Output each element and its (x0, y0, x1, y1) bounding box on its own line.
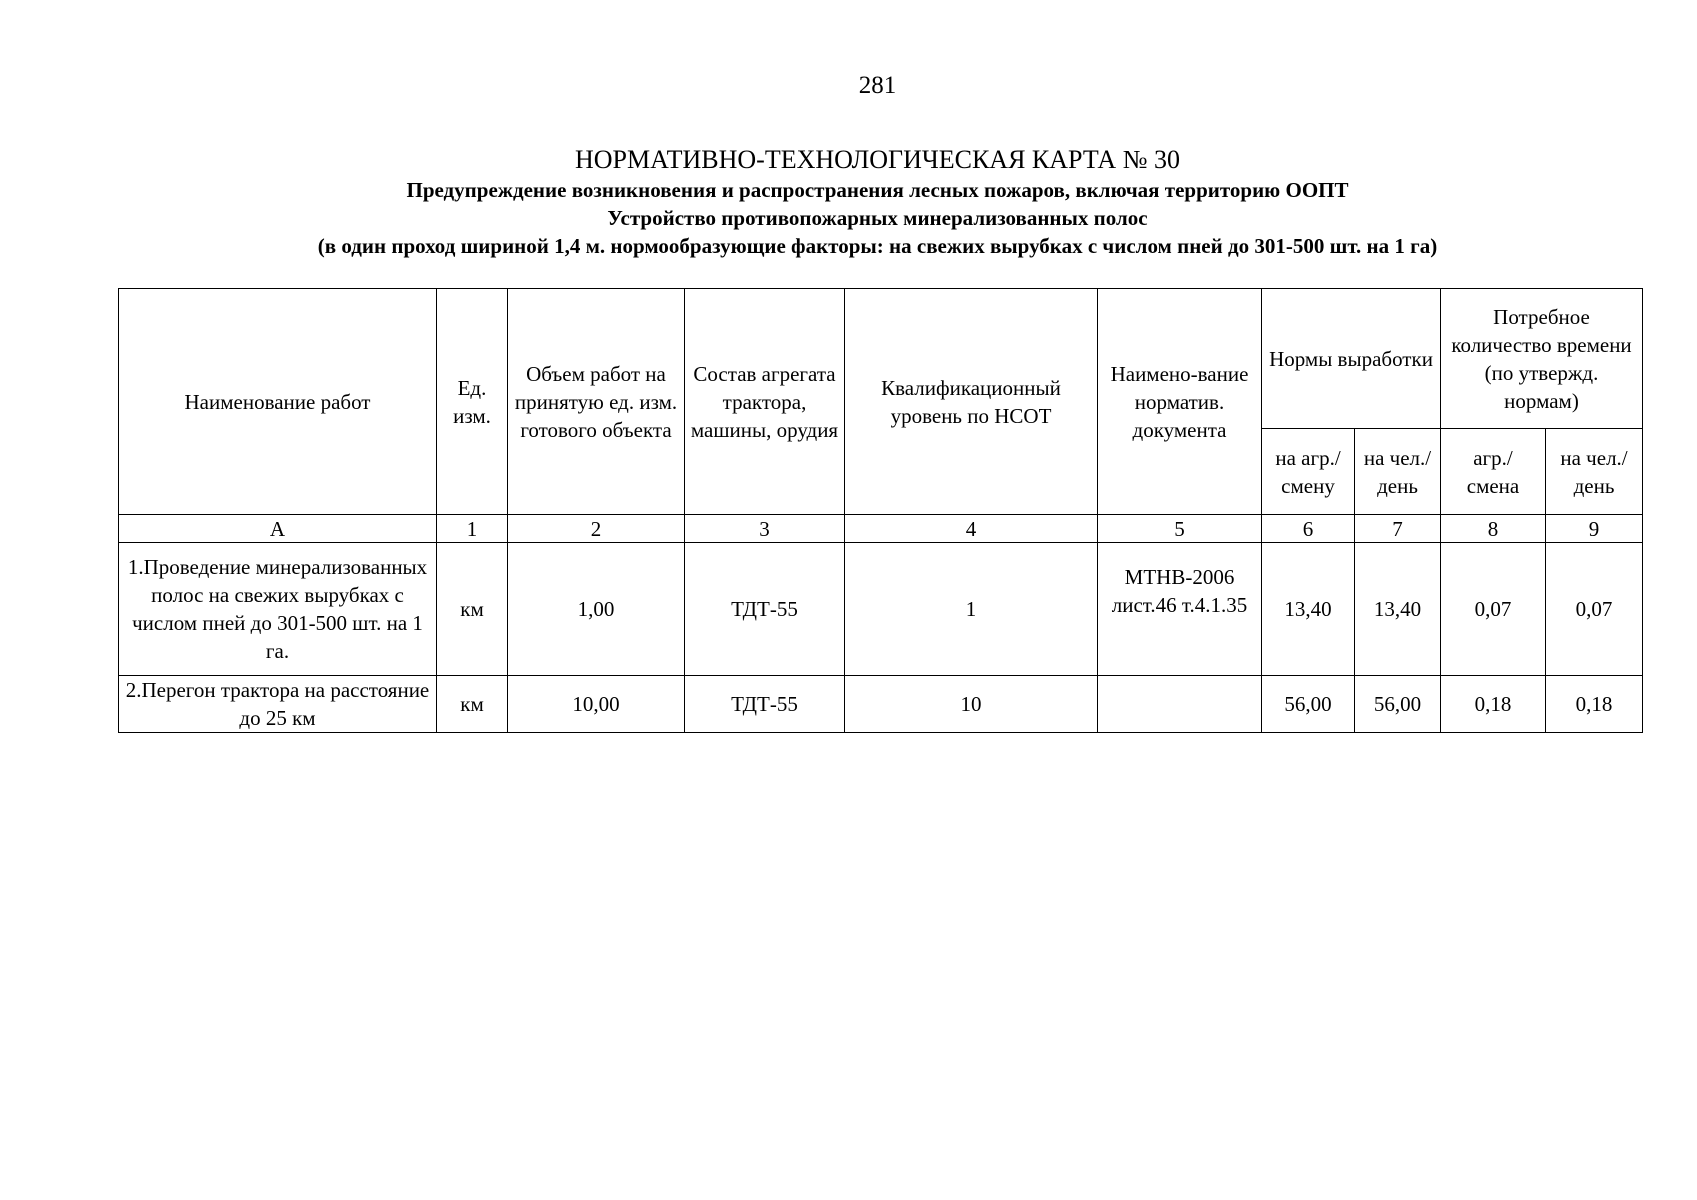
cell-norm-person: 56,00 (1355, 676, 1441, 733)
page-number: 281 (858, 72, 897, 99)
card-subtitle-2: Устройство противопожарных минерализованных полос (607, 206, 1148, 230)
column-index: 7 (1355, 515, 1441, 543)
column-index: 3 (685, 515, 845, 543)
column-index: 2 (508, 515, 685, 543)
header-qualification: Квалификационный уровень по НСОТ (845, 289, 1098, 515)
cell-composition: ТДТ-55 (685, 676, 845, 733)
column-index: 8 (1441, 515, 1546, 543)
header-volume: Объем работ на принятую ед. изм. готового объекта (508, 289, 685, 515)
header-norms-person: на чел./ день (1355, 429, 1441, 515)
norms-table (118, 288, 1643, 733)
column-index: 4 (845, 515, 1098, 543)
cell-unit: км (437, 543, 508, 676)
cell-work-name: 2.Перегон трактора на расстояние до 25 км (119, 676, 437, 733)
header-work-name: Наименование работ (119, 289, 437, 515)
column-index: 5 (1098, 515, 1262, 543)
header-composition: Состав агрегата трактора, машины, орудия (685, 289, 845, 515)
cell-qualification: 10 (845, 676, 1098, 733)
cell-document: МТНВ-2006 лист.46 т.4.1.35 (1098, 543, 1262, 676)
card-title: НОРМАТИВНО-ТЕХНОЛОГИЧЕСКАЯ КАРТА № 30 (575, 145, 1180, 174)
header-time-person: на чел./ день (1546, 429, 1643, 515)
column-index: 6 (1262, 515, 1355, 543)
column-index-row (119, 515, 1643, 543)
header-norms: Нормы выработки (1262, 289, 1441, 429)
cell-time-person: 0,07 (1546, 543, 1643, 676)
header-document: Наимено-вание норматив. документа (1098, 289, 1262, 515)
cell-work-name: 1.Проведение минерализованных полос на свежих вырубках с числом пней до 301-500 шт. на 1 га. (119, 543, 437, 676)
cell-norm-person: 13,40 (1355, 543, 1441, 676)
cell-time-agr: 0,07 (1441, 543, 1546, 676)
table-header-row (119, 289, 1643, 429)
column-index: 1 (437, 515, 508, 543)
cell-time-agr: 0,18 (1441, 676, 1546, 733)
cell-volume: 10,00 (508, 676, 685, 733)
card-subtitle-3: (в один проход шириной 1,4 м. нормообразующие факторы: на свежих вырубках с числом пней до 301-500 шт. на 1 га) (317, 234, 1438, 258)
column-index: 9 (1546, 515, 1643, 543)
table-row (119, 543, 1643, 676)
header-time-agr: агр./ смена (1441, 429, 1546, 515)
header-unit: Ед. изм. (437, 289, 508, 515)
card-subtitle-1: Предупреждение возникновения и распространения лесных пожаров, включая территорию ООПТ (406, 178, 1349, 202)
cell-volume: 1,00 (508, 543, 685, 676)
header-time: Потребное количество времени (по утвержд. нормам) (1441, 289, 1643, 429)
header-norms-agr: на агр./ смену (1262, 429, 1355, 515)
cell-norm-agr: 56,00 (1262, 676, 1355, 733)
title-block (0, 144, 1697, 260)
cell-document (1098, 676, 1262, 733)
column-index: А (119, 515, 437, 543)
table-row (119, 676, 1643, 733)
cell-unit: км (437, 676, 508, 733)
cell-qualification: 1 (845, 543, 1098, 676)
cell-composition: ТДТ-55 (685, 543, 845, 676)
cell-time-person: 0,18 (1546, 676, 1643, 733)
cell-norm-agr: 13,40 (1262, 543, 1355, 676)
